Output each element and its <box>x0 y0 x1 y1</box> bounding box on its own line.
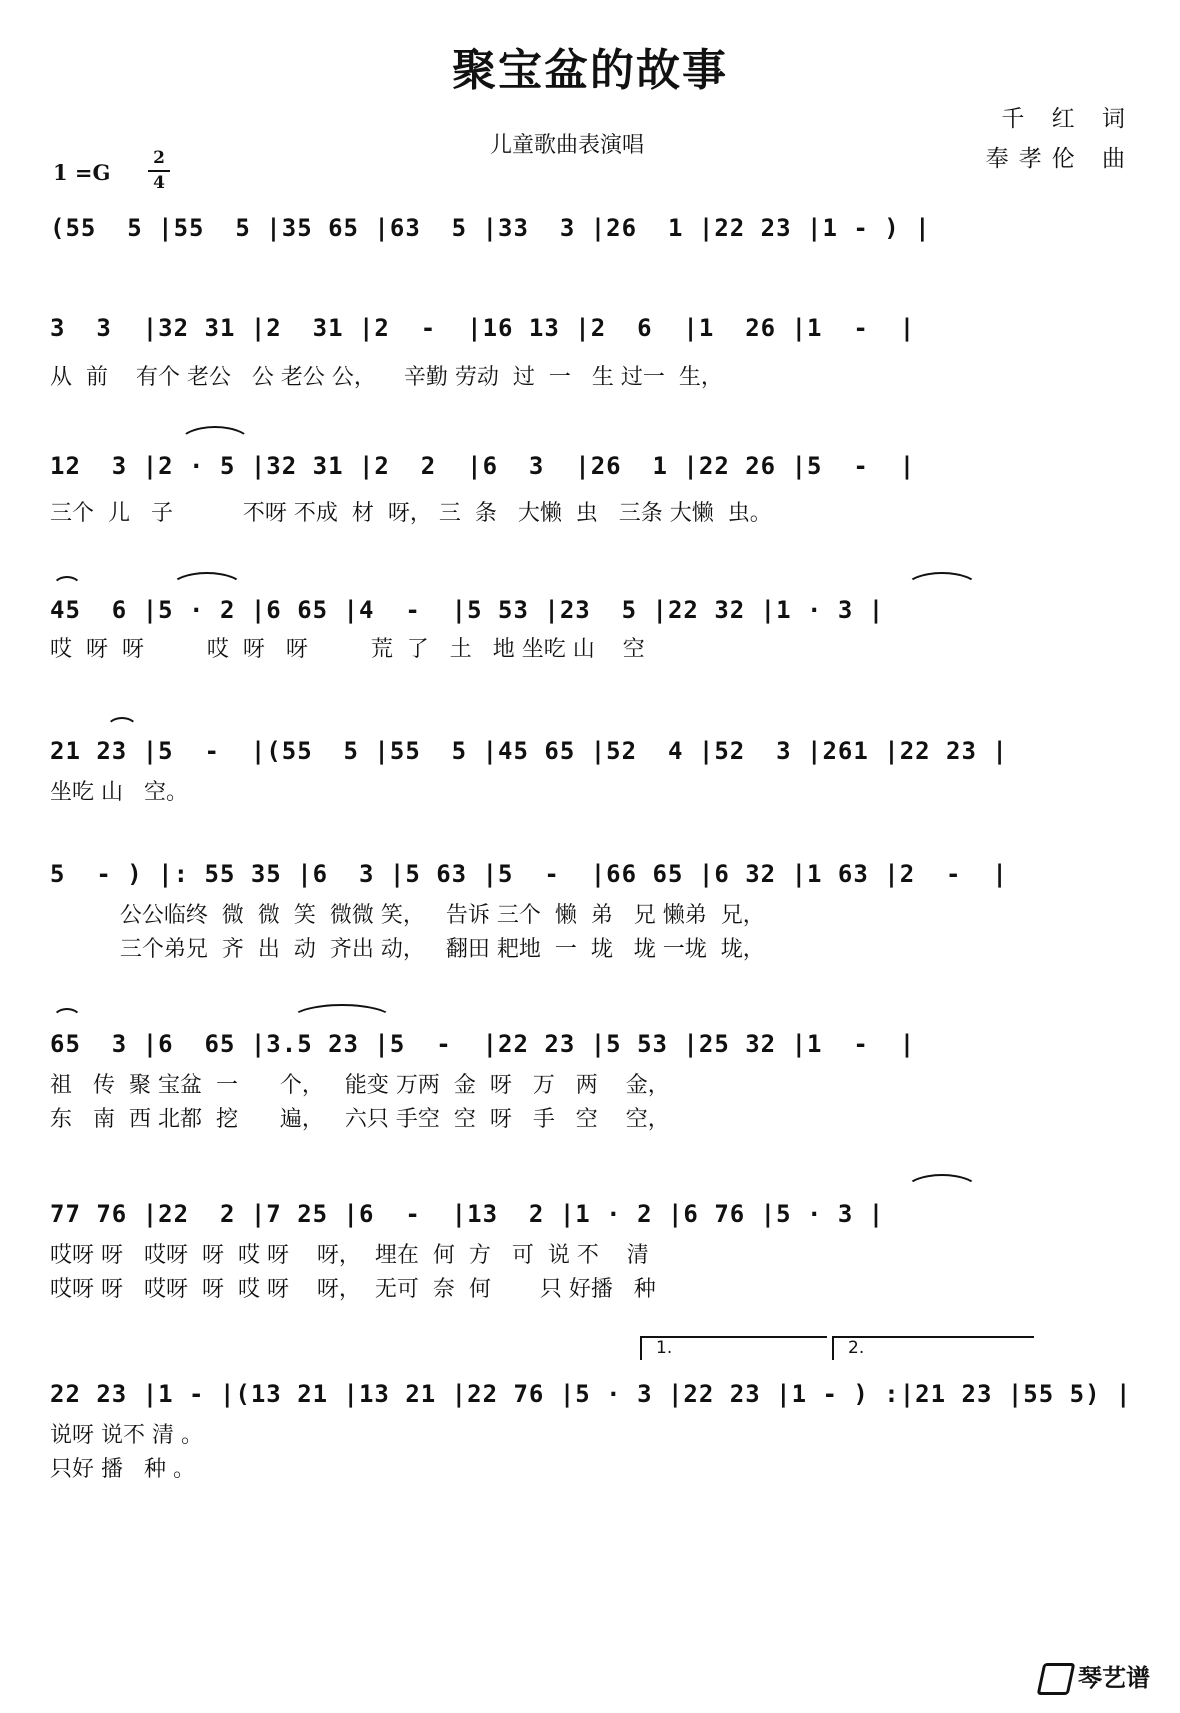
slur-mark <box>178 426 252 444</box>
volta-second-label: 2. <box>848 1338 865 1358</box>
slur-mark <box>905 1174 979 1190</box>
time-signature <box>148 150 170 192</box>
lyric-line-verse-2: 东 南 西 北都 挖 遍， 六只 手空 空 呀 手 空 空， <box>50 1107 670 1132</box>
volta-second-ending <box>832 1336 1034 1360</box>
notation-text: 3 3 |32 31 |2 31 |2 - |16 13 |2 6 |1 26 |1 - | <box>50 314 916 342</box>
lyric-line-verse-2: 哎呀 呀 哎呀 呀 哎 呀 呀， 无可 奈 何 只 好播 种 <box>50 1277 656 1302</box>
time-signature-bottom: 4 <box>153 173 165 193</box>
lyric-line-verse-1: 祖 传 聚 宝盆 一 个， 能变 万两 金 呀 万 两 金， <box>50 1073 670 1098</box>
lyricist-credit: 千 红 词 <box>1001 106 1135 132</box>
logo-icon <box>1037 1663 1076 1695</box>
lyric-line: 坐吃 山 空。 <box>50 780 188 805</box>
notation-text: 22 23 |1 - |(13 21 |13 21 |22 76 |5 · 3 |22 23 |1 - ) :|21 23 |55 5) | <box>50 1380 1132 1408</box>
site-watermark <box>1040 1658 1150 1695</box>
slur-mark <box>52 1008 82 1020</box>
lyric-line: 三个 儿 子 不呀 不成 材 呀， 三 条 大懒 虫 三条 大懒 虫。 <box>50 501 772 526</box>
slur-mark <box>52 576 82 588</box>
time-signature-top: 2 <box>153 148 165 168</box>
notation-text: 12 3 |2 · 5 |32 31 |2 2 |6 3 |26 1 |22 26 |5 - | <box>50 452 916 480</box>
lyric-line-verse-1: 说呀 说不 清 。 <box>50 1423 203 1448</box>
notation-text: 77 76 |22 2 |7 25 |6 - |13 2 |1 · 2 |6 76 |5 · 3 | <box>50 1200 885 1228</box>
slur-mark <box>170 572 244 588</box>
notation-text: 5 - ) |: 55 35 |6 3 |5 63 |5 - |66 65 |6 32 |1 63 |2 - | <box>50 860 1008 888</box>
lyric-line: 从 前 有个 老公 公 老公 公， 辛勤 劳动 过 一 生 过一 生， <box>50 365 723 390</box>
composer-credit: 奉孝伦 曲 <box>985 146 1135 172</box>
slur-mark <box>290 1004 394 1020</box>
key-signature: 1 =G <box>53 160 111 185</box>
volta-first-label: 1. <box>656 1338 673 1358</box>
lyric-line-verse-2: 只好 播 种 。 <box>50 1457 195 1482</box>
notation-text: (55 5 |55 5 |35 65 |63 5 |33 3 |26 1 |22 23 |1 - ) | <box>50 214 931 242</box>
slur-mark <box>106 717 138 729</box>
time-signature-line <box>148 170 170 172</box>
song-subtitle: 儿童歌曲表演唱 <box>490 133 645 158</box>
volta-first-ending <box>640 1336 827 1360</box>
notation-text: 45 6 |5 · 2 |6 65 |4 - |5 53 |23 5 |22 32 |1 · 3 | <box>50 596 885 624</box>
notation-text: 65 3 |6 65 |3.5 23 |5 - |22 23 |5 53 |25 32 |1 - | <box>50 1030 916 1058</box>
lyric-line: 哎 呀 呀 哎 呀 呀 荒 了 土 地 坐吃 山 空 <box>50 637 645 662</box>
notation-text: 21 23 |5 - |(55 5 |55 5 |45 65 |52 4 |52 3 |261 |22 23 | <box>50 737 1008 765</box>
watermark-text: 琴艺谱 <box>1078 1664 1150 1692</box>
lyric-line-verse-2: 三个弟兄 齐 出 动 齐出 动， 翻田 耙地 一 垅 垅 一垅 垅， <box>50 937 765 962</box>
lyric-line-verse-1: 公公临终 微 微 笑 微微 笑， 告诉 三个 懒 弟 兄 懒弟 兄， <box>50 903 765 928</box>
slur-mark <box>905 572 979 588</box>
lyric-line-verse-1: 哎呀 呀 哎呀 呀 哎 呀 呀， 埋在 何 方 可 说 不 清 <box>50 1243 649 1268</box>
song-title: 聚宝盆的故事 <box>452 45 728 96</box>
